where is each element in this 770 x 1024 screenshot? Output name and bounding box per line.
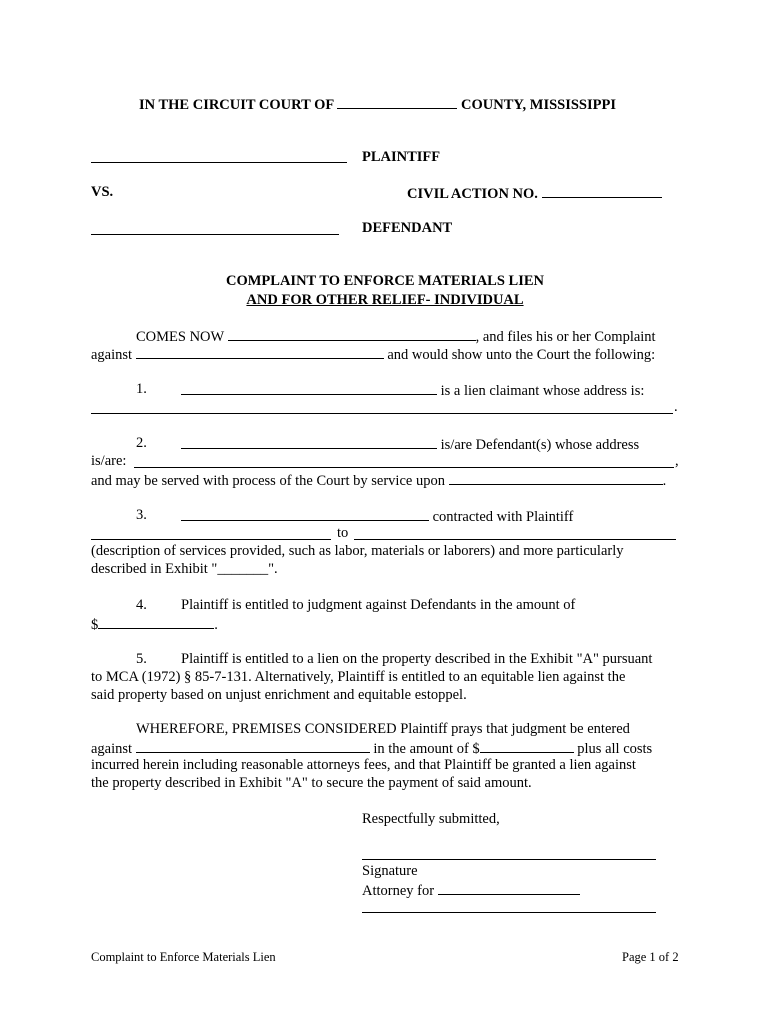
court-caption xyxy=(139,94,616,114)
attorney-info-line[interactable] xyxy=(362,912,656,913)
para1-number: 1. xyxy=(136,381,147,397)
para5-line3: said property based on unjust enrichment and equitable estoppel. xyxy=(91,687,467,703)
para5-line1: Plaintiff is entitled to a lien on the property described in the Exhibit "A" pursuant xyxy=(181,651,653,667)
court-suffix: COUNTY, MISSISSIPPI xyxy=(461,97,616,113)
judgment-amount-blank[interactable] xyxy=(98,614,214,629)
served-text: and may be served with process of the Court by service upon xyxy=(91,473,445,489)
defendant-address-blank[interactable] xyxy=(134,467,674,468)
wherefore-amount-text: in the amount of $ xyxy=(373,741,480,757)
para2-period: . xyxy=(662,473,667,489)
para3-number: 3. xyxy=(136,507,147,523)
para2-number: 2. xyxy=(136,435,147,451)
vs-label: VS. xyxy=(91,184,114,200)
wherefore-against-blank[interactable] xyxy=(136,738,370,753)
lien-claimant-blank[interactable] xyxy=(181,380,437,395)
para4-number: 4. xyxy=(136,597,147,613)
wherefore-line1: WHEREFORE, PREMISES CONSIDERED Plaintiff prays that judgment be entered xyxy=(136,721,630,737)
comes-now-text: COMES NOW xyxy=(136,329,224,345)
attorney-for-row xyxy=(362,880,580,900)
civil-action-row xyxy=(407,183,662,203)
para5-line2: to MCA (1972) § 85-7-131. Alternatively, Plaintiff is entitled to an equitable lien against the xyxy=(91,669,626,685)
wherefore-line2 xyxy=(91,738,652,758)
wherefore-costs-text: plus all costs xyxy=(577,741,653,757)
wherefore-line3: incurred herein including reasonable attorneys fees, and that Plaintiff be granted a lien against xyxy=(91,757,636,773)
defendant-label: DEFENDANT xyxy=(362,220,453,236)
signature-label: Signature xyxy=(362,863,418,879)
wherefore-against-text: against xyxy=(91,741,133,757)
service-upon-blank[interactable] xyxy=(449,470,663,485)
claimant-address-blank[interactable] xyxy=(91,413,673,414)
attorney-for-label: Attorney for xyxy=(362,883,435,899)
wherefore-line4: the property described in Exhibit "A" to secure the payment of said amount. xyxy=(91,775,532,791)
footer-title: Complaint to Enforce Materials Lien xyxy=(91,950,276,964)
contract-service-blank[interactable] xyxy=(354,539,676,540)
para2-isare: is/are: xyxy=(91,453,127,469)
show-unto-text: and would show unto the Court the following: xyxy=(387,347,656,363)
defendant-name-blank[interactable] xyxy=(91,234,339,235)
court-prefix: IN THE CIRCUIT COURT OF xyxy=(139,97,334,113)
intro-line1 xyxy=(136,326,656,346)
para3-line1 xyxy=(181,506,573,526)
para2-served-line xyxy=(91,470,666,490)
para3-to: to xyxy=(337,525,349,541)
para3-text: contracted with Plaintiff xyxy=(432,509,574,525)
plaintiff-name-blank[interactable] xyxy=(91,162,347,163)
para3-description: (description of services provided, such as labor, materials or laborers) and more particularly xyxy=(91,543,624,559)
against-text: against xyxy=(91,347,133,363)
para4-period: . xyxy=(214,617,218,633)
document-title-line1: COMPLAINT TO ENFORCE MATERIALS LIEN xyxy=(226,273,544,289)
contract-party-blank[interactable] xyxy=(91,539,331,540)
para4-text: Plaintiff is entitled to judgment against Defendants in the amount of xyxy=(181,597,576,613)
wherefore-amount-blank[interactable] xyxy=(480,738,574,753)
para1-text: is a lien claimant whose address is: xyxy=(440,383,645,399)
against-party-blank[interactable] xyxy=(136,344,384,359)
plaintiff-label: PLAINTIFF xyxy=(362,149,441,165)
contractor-blank[interactable] xyxy=(181,506,429,521)
para3-exhibit: described in Exhibit "_______". xyxy=(91,561,278,577)
signature-line[interactable] xyxy=(362,859,656,860)
respectfully-submitted: Respectfully submitted, xyxy=(362,811,500,827)
dollar-sign: $ xyxy=(91,617,99,633)
para5-number: 5. xyxy=(136,651,147,667)
para1-line1 xyxy=(181,380,644,400)
para4-amount-line xyxy=(91,614,218,634)
civil-action-label: CIVIL ACTION NO. xyxy=(407,186,538,202)
attorney-for-blank[interactable] xyxy=(438,880,580,895)
county-blank[interactable] xyxy=(337,94,457,109)
page-number: Page 1 of 2 xyxy=(622,950,679,964)
document-title-line2: AND FOR OTHER RELIEF- INDIVIDUAL xyxy=(246,292,524,308)
para2-line1 xyxy=(181,434,639,454)
comes-now-party-blank[interactable] xyxy=(228,326,476,341)
files-complaint-text: , and files his or her Complaint xyxy=(475,329,656,345)
defendant-blank[interactable] xyxy=(181,434,437,449)
para2-text: is/are Defendant(s) whose address xyxy=(440,437,640,453)
civil-action-number-blank[interactable] xyxy=(542,183,662,198)
intro-line2 xyxy=(91,344,655,364)
para2-comma: , xyxy=(675,453,679,469)
para1-period: . xyxy=(674,399,678,415)
